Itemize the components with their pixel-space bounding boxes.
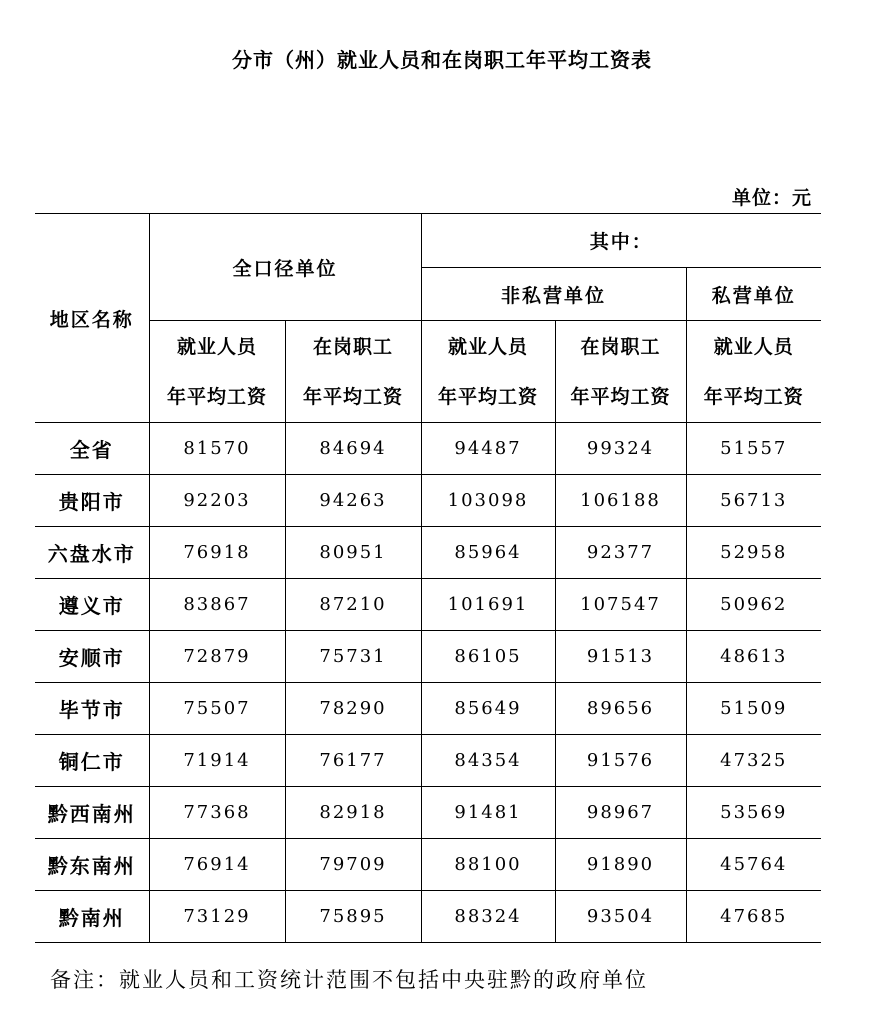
- value-cell: 47325: [686, 735, 821, 787]
- table-row: [35, 527, 821, 579]
- header-line: 在岗职工: [580, 335, 661, 358]
- table-row: [35, 631, 821, 683]
- value-cell: 85649: [421, 683, 555, 735]
- value-cell: 103098: [421, 475, 555, 527]
- value-cell: 52958: [686, 527, 821, 579]
- unit-label: 单位：元: [731, 187, 812, 209]
- header-row-3: [35, 321, 821, 423]
- header-line: 就业人员: [176, 335, 257, 358]
- page-title: 分市（州）就业人员和在岗职工年平均工资表: [232, 48, 652, 72]
- value-cell: 92377: [555, 527, 686, 579]
- value-cell: 79709: [285, 839, 421, 891]
- value-cell: 94487: [421, 423, 555, 475]
- header-col-employed-private: [686, 321, 821, 423]
- value-cell: 88324: [421, 891, 555, 943]
- footnote: 备注：就业人员和工资统计范围不包括中央驻黔的政府单位: [50, 968, 648, 992]
- header-region: 地区名称: [35, 214, 149, 423]
- value-cell: 80951: [285, 527, 421, 579]
- header-line: 就业人员: [713, 335, 794, 358]
- table-row: [35, 683, 821, 735]
- header-private: 私营单位: [686, 268, 821, 321]
- header-col-employed-nonprivate: [421, 321, 555, 423]
- table-row: [35, 839, 821, 891]
- value-cell: 75895: [285, 891, 421, 943]
- header-line: 年平均工资: [303, 385, 404, 408]
- region-cell: 黔东南州: [35, 839, 149, 891]
- header-line: 年平均工资: [703, 385, 804, 408]
- value-cell: 101691: [421, 579, 555, 631]
- header-col-onpost-all: [285, 321, 421, 423]
- region-cell: 黔南州: [35, 891, 149, 943]
- table-row: [35, 423, 821, 475]
- value-cell: 76177: [285, 735, 421, 787]
- table-row: [35, 579, 821, 631]
- value-cell: 84354: [421, 735, 555, 787]
- value-cell: 83867: [149, 579, 285, 631]
- region-cell: 六盘水市: [35, 527, 149, 579]
- value-cell: 93504: [555, 891, 686, 943]
- value-cell: 88100: [421, 839, 555, 891]
- region-cell: 铜仁市: [35, 735, 149, 787]
- value-cell: 47685: [686, 891, 821, 943]
- wage-table: [35, 213, 821, 943]
- region-cell: 贵阳市: [35, 475, 149, 527]
- header-of-which: 其中：: [421, 214, 821, 268]
- value-cell: 56713: [686, 475, 821, 527]
- header-line: 年平均工资: [570, 385, 671, 408]
- value-cell: 48613: [686, 631, 821, 683]
- region-cell: 毕节市: [35, 683, 149, 735]
- value-cell: 91576: [555, 735, 686, 787]
- header-col-employed-all: [149, 321, 285, 423]
- value-cell: 51557: [686, 423, 821, 475]
- value-cell: 75731: [285, 631, 421, 683]
- value-cell: 45764: [686, 839, 821, 891]
- value-cell: 77368: [149, 787, 285, 839]
- value-cell: 94263: [285, 475, 421, 527]
- value-cell: 75507: [149, 683, 285, 735]
- value-cell: 99324: [555, 423, 686, 475]
- header-row-1: [35, 214, 821, 268]
- value-cell: 71914: [149, 735, 285, 787]
- header-line: 就业人员: [448, 335, 529, 358]
- region-cell: 全省: [35, 423, 149, 475]
- header-line: 年平均工资: [166, 385, 267, 408]
- value-cell: 51509: [686, 683, 821, 735]
- value-cell: 78290: [285, 683, 421, 735]
- value-cell: 91513: [555, 631, 686, 683]
- region-cell: 黔西南州: [35, 787, 149, 839]
- value-cell: 73129: [149, 891, 285, 943]
- table-row: [35, 475, 821, 527]
- value-cell: 106188: [555, 475, 686, 527]
- header-col-onpost-nonprivate: [555, 321, 686, 423]
- table-row: [35, 787, 821, 839]
- value-cell: 87210: [285, 579, 421, 631]
- value-cell: 91890: [555, 839, 686, 891]
- value-cell: 89656: [555, 683, 686, 735]
- value-cell: 82918: [285, 787, 421, 839]
- table-row: [35, 735, 821, 787]
- value-cell: 76914: [149, 839, 285, 891]
- value-cell: 84694: [285, 423, 421, 475]
- value-cell: 86105: [421, 631, 555, 683]
- value-cell: 85964: [421, 527, 555, 579]
- header-all-units: 全口径单位: [149, 214, 421, 321]
- region-cell: 遵义市: [35, 579, 149, 631]
- header-non-private: 非私营单位: [421, 268, 686, 321]
- header-line: 年平均工资: [438, 385, 539, 408]
- region-cell: 安顺市: [35, 631, 149, 683]
- table-row: [35, 891, 821, 943]
- value-cell: 81570: [149, 423, 285, 475]
- value-cell: 76918: [149, 527, 285, 579]
- value-cell: 98967: [555, 787, 686, 839]
- value-cell: 72879: [149, 631, 285, 683]
- value-cell: 92203: [149, 475, 285, 527]
- value-cell: 91481: [421, 787, 555, 839]
- value-cell: 107547: [555, 579, 686, 631]
- header-line: 在岗职工: [313, 335, 394, 358]
- value-cell: 50962: [686, 579, 821, 631]
- value-cell: 53569: [686, 787, 821, 839]
